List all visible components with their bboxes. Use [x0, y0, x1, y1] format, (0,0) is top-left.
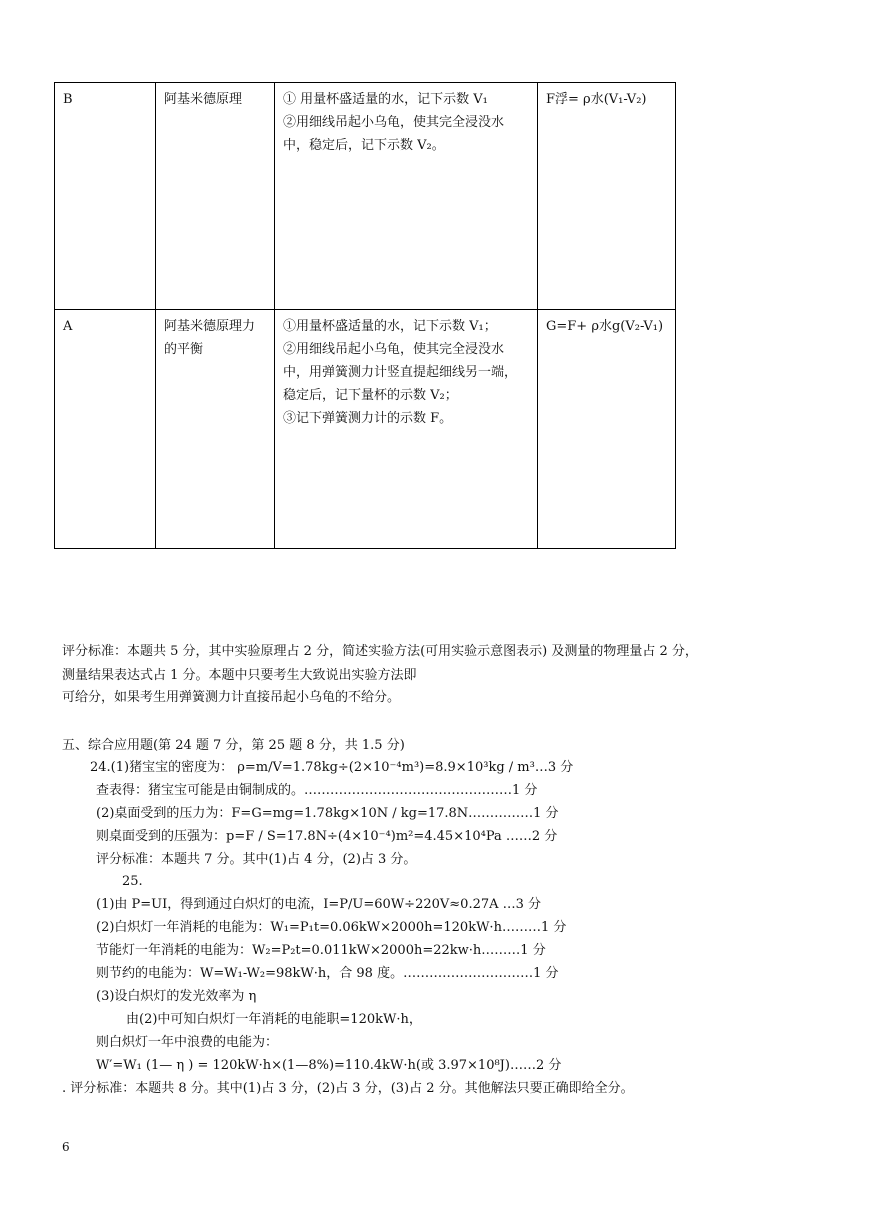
answer-line: 则节约的电能为：W=W₁-W₂=98kW·h，合 98 度。…………………………1 分: [96, 966, 559, 981]
section-heading: 五、综合应用题(第 24 题 7 分，第 25 题 8 分，共 1.5 分): [62, 738, 405, 753]
answer-line: W′=W₁ (1— η ) = 120kW·h×(1—8%)=110.4kW·h(或 3.97×10⁸J)……2 分: [96, 1058, 562, 1073]
answer-line: (2)桌面受到的压力为：F=G=mg=1.78kg×10N / kg=17.8N……………1 分: [96, 806, 559, 821]
page-number: 6: [62, 1140, 70, 1154]
answer-cell: A: [55, 310, 156, 549]
answer-line: 节能灯一年消耗的电能为：W₂=P₂t=0.011kW×2000h=22kw·h………1 分: [96, 943, 546, 958]
scoring-text: . 评分标准：本题共 8 分。其中(1)占 3 分，(2)占 3 分，(3)占 2 分。其他解法只要正确即给全分。: [62, 1081, 634, 1096]
answer-line: 则桌面受到的压强为：p=F / S=17.8N÷(4×10⁻⁴)m²=4.45×10⁴Pa ……2 分: [96, 829, 558, 844]
answer-line: 评分标准：本题共 7 分。其中(1)占 4 分，(2)占 3 分。: [96, 852, 417, 867]
formula-cell: G=F+ ρ水g(V₂-V₁): [538, 310, 676, 549]
answer-line: 查表得：猪宝宝可能是由铜制成的。…………………………………………1 分: [96, 783, 538, 798]
method-cell: [275, 83, 538, 310]
scoring-text: 评分标准：本题共 5 分，其中实验原理占 2 分，简述实验方法(可用实验示意图表示) 及测量的物理量占 2 分，: [62, 644, 698, 659]
method-step: ① 用量杯盛适量的水，记下示数 V₁: [283, 92, 488, 107]
question-number: 25.: [122, 874, 143, 889]
method-step: ①用量杯盛适量的水，记下示数 V₁；: [283, 319, 497, 334]
method-cell: [275, 310, 538, 549]
formula-cell: F浮= ρ水(V₁-V₂): [538, 83, 676, 310]
answer-line: 由(2)中可知白炽灯一年消耗的电能职=120kW·h，: [126, 1012, 422, 1027]
answer-line: 则白炽灯一年中浪费的电能为：: [96, 1035, 279, 1050]
method-step: ②用细线吊起小乌龟，使其完全浸没水中，稳定后，记下示数 V₂。: [283, 115, 505, 153]
answer-cell: B: [55, 83, 156, 310]
scoring-text: 测量结果表达式占 1 分。本题中只要考生大致说出实验方法即: [62, 668, 417, 683]
method-step: ②用细线吊起小乌龟，使其完全浸没水中，用弹簧测力计竖直提起细线另一端，稳定后，记下量杯的示数 V₂；: [283, 342, 518, 403]
principle-cell: 阿基米德原理: [156, 83, 275, 310]
answer-line: 24.(1)猪宝宝的密度为： ρ=m/V=1.78kg÷(2×10⁻⁴m³)=8.9×10³kg / m³…3 分: [90, 760, 574, 775]
experiment-table: [54, 82, 676, 549]
answer-line: (2)白炽灯一年消耗的电能为：W₁=P₁t=0.06kW×2000h=120kW·h………1 分: [96, 920, 567, 935]
principle-cell: 阿基米德原理力的平衡: [156, 310, 275, 549]
answer-line: (1)由 P=UI，得到通过白炽灯的电流，I=P/U=60W÷220V≈0.27A …3 分: [96, 897, 542, 912]
scoring-text: 可给分，如果考生用弹簧测力计直接吊起小乌龟的不给分。: [62, 690, 401, 705]
method-step: ③记下弹簧测力计的示数 F。: [283, 411, 453, 426]
answer-line: (3)设白炽灯的发光效率为 η: [96, 989, 257, 1004]
table-row: [55, 310, 676, 549]
table-row: [55, 83, 676, 310]
